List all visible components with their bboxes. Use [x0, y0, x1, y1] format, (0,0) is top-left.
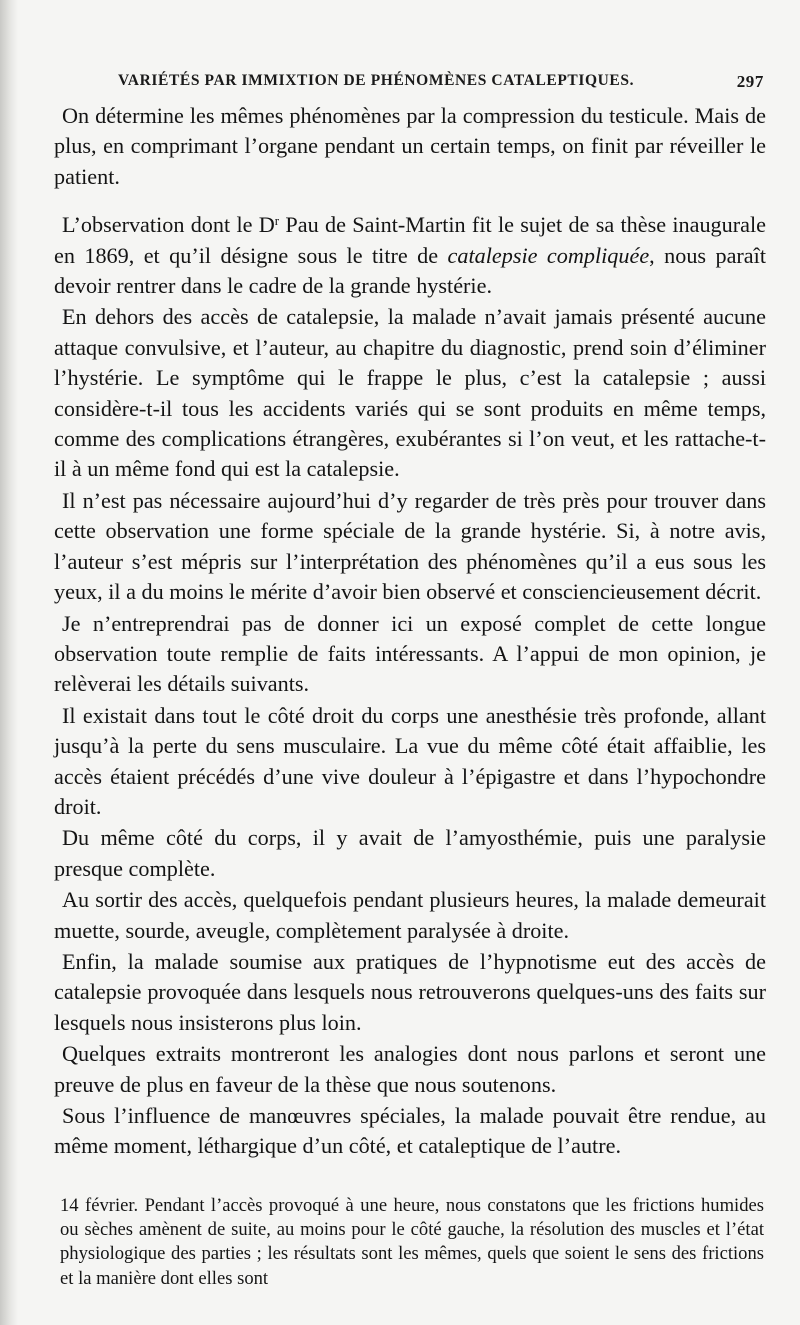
paragraph-10: Quelques extraits montreront les analogies dont nous parlons et seront une preuve de plus en faveur de la thèse que nous soutenons.: [54, 1041, 766, 1097]
paragraph-6: Il existait dans tout le côté droit du corps une anesthésie très profonde, allant jusqu’à la perte du sens musculaire. La vue du même côté était affaiblie, les accès étaient précédés d’une vive douleur à l’épigastre et dans l’hypochondre droit.: [54, 702, 766, 819]
paragraph-11: Sous l’influence de manœuvres spéciales, la malade pouvait être rendue, au même moment, léthargique d’un côté, et cataleptique de l’autre.: [54, 1103, 766, 1159]
main-text: [54, 101, 766, 1163]
small-print-excerpt: [60, 1194, 764, 1292]
running-title: VARIÉTÉS PAR IMMIXTION DE PHÉNOMÈNES CATALEPTIQUES.: [118, 72, 635, 89]
paragraph-8: Au sortir des accès, quelquefois pendant plusieurs heures, la malade demeurait muette, sourde, aveugle, complètement paralysée à droite.: [54, 887, 766, 943]
paragraph-12: 14 février. Pendant l’accès provoqué à une heure, nous constatons que les frictions humides ou sèches amènent de suite, au moins pour le côté gauche, la résolution des muscles et l’état physiologique des parties ; les résultats sont les mêmes, quels que soient le sens des frictions et la manière dont elles sont: [60, 1195, 764, 1289]
page-number: 297: [736, 72, 764, 91]
paragraph-2: [54, 210, 766, 301]
paragraph-2-part-c: , nous paraît devoir rentrer dans le cadre de la grande hystérie.: [54, 242, 766, 299]
paragraph-7: Du même côté du corps, il y avait de l’amyosthémie, puis une paralysie presque complète.: [54, 825, 766, 881]
paragraph-3: En dehors des accès de catalepsie, la malade n’avait jamais présenté aucune attaque convulsive, et l’auteur, au chapitre du diagnostic, prend soin d’éliminer l’hystérie. Le symptôme qui le frappe le plus, c’est la catalepsie ; aussi considère-t-il tous les accidents variés qui se sont produits en même temps, comme des complications étrangères, exubérantes si l’on veut, et les rattache-t-il à un même fond qui est la catalepsie.: [54, 304, 766, 482]
paragraph-2-italic-title: catalepsie compliquée: [447, 242, 650, 268]
paragraph-5: Je n’entreprendrai pas de donner ici un exposé complet de cette longue observation toute remplie de faits intéressants. A l’appui de mon opinion, je relèverai les détails suivants.: [54, 610, 766, 697]
page-header: [118, 72, 764, 96]
paragraph-4: Il n’est pas nécessaire aujourd’hui d’y regarder de très près pour trouver dans cette observation une forme spéciale de la grande hystérie. Si, à notre avis, l’auteur s’est mépris sur l’interprétation des phénomènes qu’il a eus sous les yeux, il a du moins le mérite d’avoir bien observé et consciencieusement décrit.: [54, 487, 766, 605]
paragraph-1: On détermine les mêmes phénomènes par la compression du testicule. Mais de plus, en comprimant l’organe pendant un certain temps, on finit par réveiller le patient.: [54, 103, 766, 189]
paragraph-2-superscript: r: [274, 213, 280, 229]
page-spine-shadow: [0, 0, 18, 1325]
paragraph-9: Enfin, la malade soumise aux pratiques de l’hypnotisme eut des accès de catalepsie provoquée dans lesquels nous retrouverons quelques-uns des faits sur lesquels nous insisterons plus loin.: [54, 948, 766, 1035]
paragraph-2-part-b: Pau de Saint-Martin fit le sujet de sa thèse inaugurale en 1869, et qu’il désigne sous le titre de: [54, 212, 766, 268]
paragraph-2-part-a: L’observation dont le D: [62, 212, 275, 238]
